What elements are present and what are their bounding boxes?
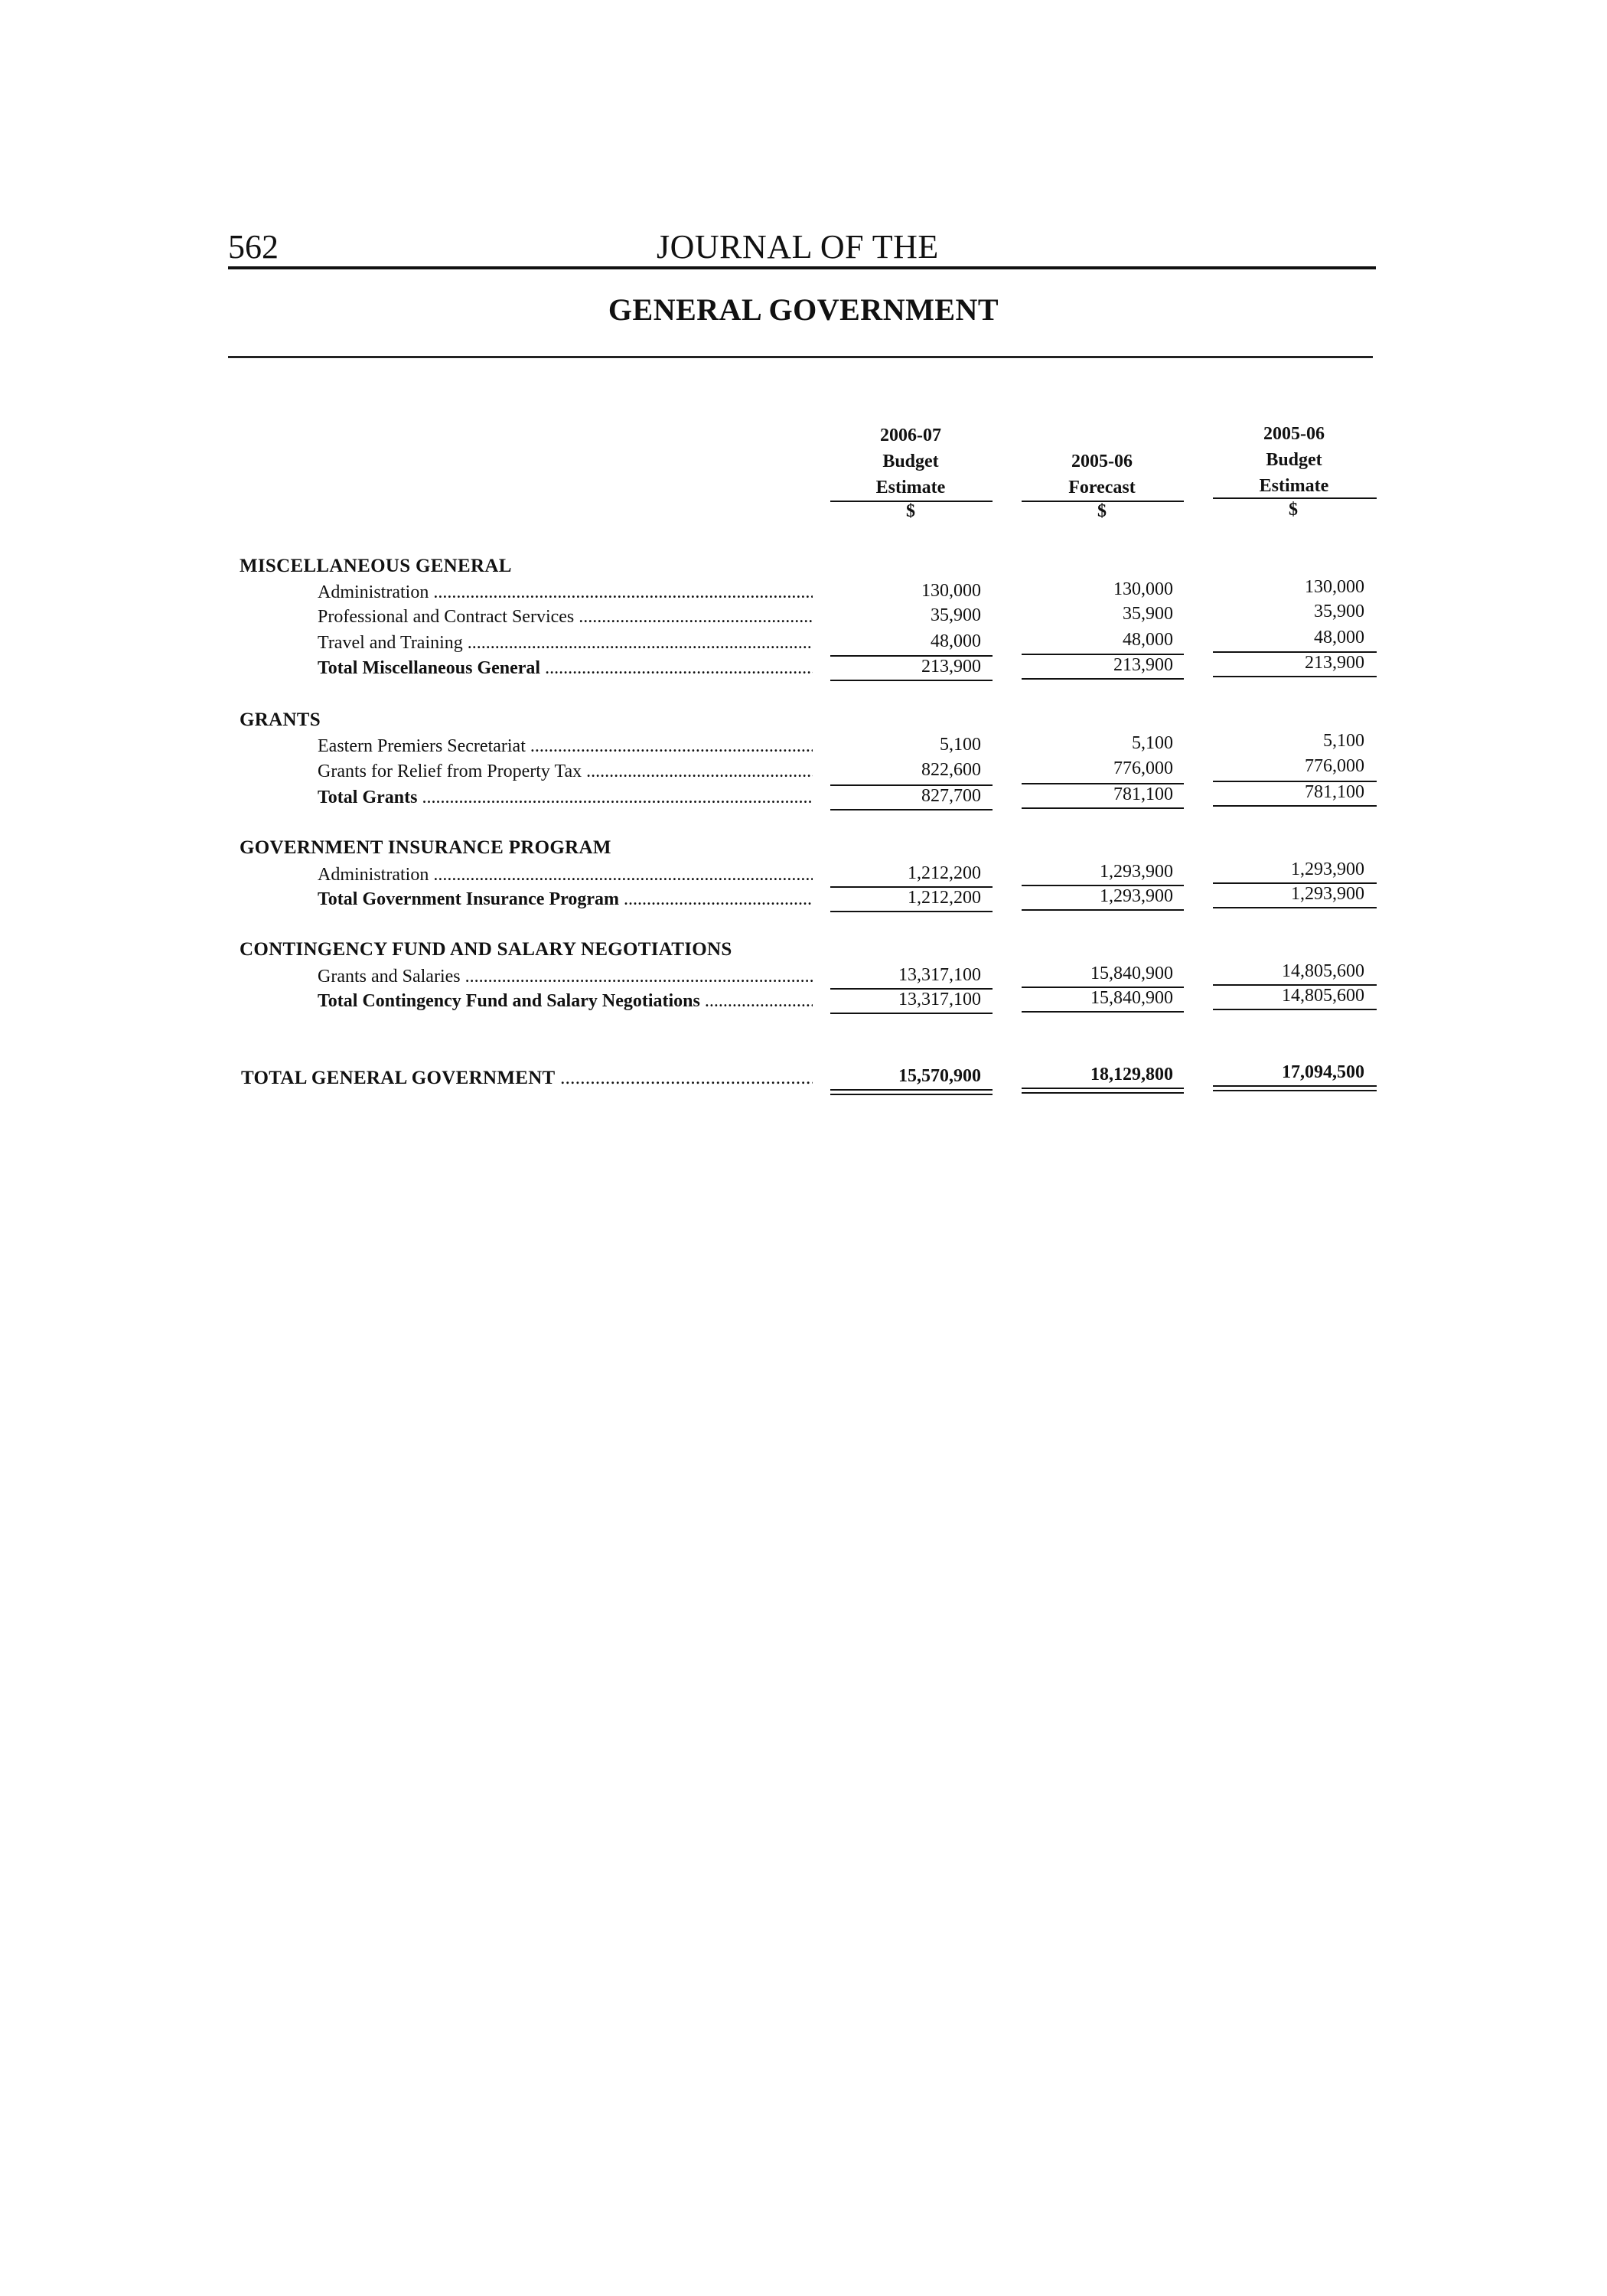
row-value-total: 15,840,900 — [1090, 988, 1173, 1008]
row-value: 14,805,600 — [1282, 961, 1364, 981]
column-header-line — [1022, 422, 1182, 448]
total-rule — [1022, 807, 1184, 809]
row-value: 776,000 — [1305, 756, 1364, 776]
column-header-2005-06-budget-estimate — [1213, 421, 1375, 499]
currency-label: $ — [906, 501, 915, 521]
row-value: 13,317,100 — [898, 965, 981, 985]
row-label-total: Total Miscellaneous General ..... — [318, 658, 813, 679]
column-header-line: Estimate — [1259, 476, 1329, 496]
row-value: 5,100 — [1132, 733, 1173, 753]
grand-total-label: TOTAL GENERAL GOVERNMENT ..... — [241, 1068, 813, 1089]
row-value-total: 1,293,900 — [1291, 884, 1364, 904]
grand-total-double-rule — [1213, 1090, 1377, 1091]
total-rule — [1022, 909, 1184, 911]
total-rule — [1213, 1009, 1377, 1010]
total-rule — [830, 1013, 993, 1014]
row-value: 130,000 — [1113, 579, 1173, 599]
row-value-total: 213,900 — [921, 657, 981, 677]
row-value: 5,100 — [1323, 731, 1364, 751]
row-value: 15,840,900 — [1090, 964, 1173, 983]
row-value-total: 827,700 — [921, 786, 981, 806]
grand-total-double-rule — [830, 1094, 993, 1095]
row-label-total: Total Grants ..... — [318, 788, 813, 808]
row-label: Travel and Training ..... — [318, 633, 813, 654]
row-label: Grants for Relief from Property Tax ..... — [318, 762, 813, 782]
row-value: 48,000 — [931, 631, 981, 651]
column-header-rule — [1213, 497, 1377, 499]
section-heading: CONTINGENCY FUND AND SALARY NEGOTIATIONS — [240, 939, 732, 960]
grand-total-value: 18,129,800 — [1090, 1065, 1173, 1084]
row-label: Grants and Salaries ..... — [318, 967, 813, 987]
total-rule — [1213, 805, 1377, 807]
row-value: 5,100 — [940, 735, 981, 755]
total-rule — [1213, 907, 1377, 908]
journal-title: JOURNAL OF THE — [657, 228, 939, 266]
row-value-total: 14,805,600 — [1282, 986, 1364, 1006]
row-value-total: 1,212,200 — [908, 888, 981, 908]
section-rule — [228, 356, 1373, 358]
column-header-line: Estimate — [875, 478, 946, 497]
row-label: Administration ..... — [318, 582, 813, 603]
column-header-line: 2006-07 — [880, 426, 941, 445]
row-value: 48,000 — [1123, 630, 1173, 650]
grand-total-double-rule — [830, 1089, 993, 1091]
total-rule — [830, 809, 993, 810]
column-header-2005-06-forecast — [1022, 422, 1182, 501]
row-value: 1,293,900 — [1291, 859, 1364, 879]
grand-total-double-rule — [1022, 1088, 1184, 1089]
column-header-2006-07-budget-estimate — [830, 422, 991, 501]
section-heading: MISCELLANEOUS GENERAL — [240, 556, 512, 576]
currency-label: $ — [1097, 501, 1107, 521]
row-value-total: 1,293,900 — [1100, 886, 1173, 906]
currency-label: $ — [1289, 500, 1298, 520]
row-value-total: 13,317,100 — [898, 990, 981, 1009]
row-value: 130,000 — [921, 581, 981, 601]
row-label: Eastern Premiers Secretariat ..... — [318, 736, 813, 757]
grand-total-value: 15,570,900 — [898, 1066, 981, 1086]
column-header-line: 2005-06 — [1071, 452, 1133, 471]
row-value: 35,900 — [1314, 602, 1364, 621]
section-title: GENERAL GOVERNMENT — [608, 292, 999, 327]
total-rule — [830, 911, 993, 912]
row-value: 1,212,200 — [908, 863, 981, 883]
total-rule — [1022, 1011, 1184, 1013]
grand-total-value: 17,094,500 — [1282, 1062, 1364, 1082]
total-rule — [1213, 676, 1377, 677]
row-value: 822,600 — [921, 760, 981, 780]
column-header-line: 2005-06 — [1263, 424, 1325, 444]
row-label-total: Total Government Insurance Program ..... — [318, 889, 813, 910]
column-header-line: Budget — [1266, 450, 1322, 470]
section-heading: GRANTS — [240, 709, 321, 730]
row-value: 35,900 — [1123, 604, 1173, 624]
column-header-line: Budget — [882, 452, 939, 471]
page-number: 562 — [228, 228, 279, 266]
row-label: Professional and Contract Services ..... — [318, 607, 813, 628]
row-value: 35,900 — [931, 605, 981, 625]
total-rule — [1022, 678, 1184, 680]
row-value-total: 213,900 — [1113, 655, 1173, 675]
grand-total-double-rule — [1022, 1092, 1184, 1094]
grand-total-double-rule — [1213, 1085, 1377, 1087]
header-rule — [228, 266, 1376, 269]
row-value: 48,000 — [1314, 628, 1364, 647]
column-header-line: Forecast — [1068, 478, 1136, 497]
row-label-total: Total Contingency Fund and Salary Negotiations ..... — [318, 991, 813, 1012]
row-value: 130,000 — [1305, 577, 1364, 597]
total-rule — [830, 680, 993, 681]
row-value: 776,000 — [1113, 758, 1173, 778]
row-value-total: 213,900 — [1305, 653, 1364, 673]
row-label: Administration ..... — [318, 865, 813, 885]
section-heading: GOVERNMENT INSURANCE PROGRAM — [240, 837, 611, 858]
row-value-total: 781,100 — [1305, 782, 1364, 802]
row-value-total: 781,100 — [1113, 784, 1173, 804]
row-value: 1,293,900 — [1100, 862, 1173, 882]
